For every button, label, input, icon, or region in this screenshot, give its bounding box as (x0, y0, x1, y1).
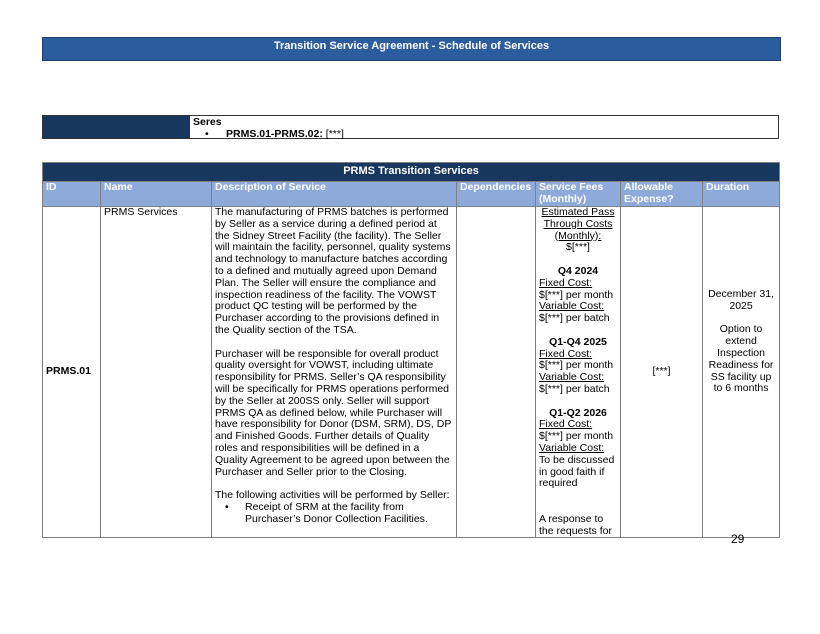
seres-bullet (193, 128, 778, 140)
seres-bullet-id: PRMS.01-PRMS.02: (226, 128, 323, 140)
variable-cost-label: Variable Cost: (539, 300, 605, 313)
table-header-row (43, 182, 780, 207)
column-header: ID (43, 182, 101, 207)
column-header: Allowable Expense? (621, 182, 703, 207)
period-heading: Q4 2024 (557, 264, 599, 277)
description-paragraph: The following activities will be performed by Seller: (215, 489, 450, 502)
service-name: PRMS Services (101, 207, 212, 538)
estimated-cost-label: Estimated Pass Through Costs (Monthly): (541, 206, 615, 242)
description-paragraph: Purchaser will be responsible for overall product quality oversight for VOWST, including ultimate responsibility for PRMS. Seller’s QA responsibility will be specifically for PRMS operations performed by the Seller at 200SS only. Seller will support PRMS QA as defined below, while Purchaser will have responsibility for Donor (DSM, SRM), DS, DP and Finished Goods. Further details of Quality roles and responsibilities will be defined in a Quality Agreement to be agreed upon between the Purchaser and Seller prior to the Closing. (215, 347, 452, 478)
fixed-cost-value: $[***] per month (539, 430, 614, 443)
list-item: • Receipt of SRM at the facility from Purchaser’s Donor Collection Facilities. (245, 502, 453, 526)
response-text: A response to the requests for (539, 512, 612, 537)
period-heading: Q1-Q2 2026 (549, 406, 607, 419)
column-header: Dependencies (457, 182, 536, 207)
service-id: PRMS.01 (43, 207, 101, 538)
table-row (43, 207, 780, 538)
fixed-cost-value: $[***] per month (539, 288, 614, 301)
variable-cost-value: To be discussed in good faith if required (539, 453, 615, 490)
estimated-cost-value: $[***] (566, 241, 590, 254)
column-header: Duration (703, 182, 780, 207)
seres-bullet-value: [***] (325, 128, 344, 140)
schedule-banner (42, 37, 781, 61)
seres-content (190, 116, 778, 138)
column-header: Name (101, 182, 212, 207)
service-fees (536, 207, 621, 538)
variable-cost-value: $[***] per batch (539, 382, 610, 395)
service-dependencies (457, 207, 536, 538)
variable-cost-label: Variable Cost: (539, 441, 605, 454)
period-heading: Q1-Q4 2025 (549, 335, 607, 348)
variable-cost-label: Variable Cost: (539, 371, 605, 384)
variable-cost-value: $[***] per batch (539, 312, 610, 325)
activities-list (215, 502, 453, 526)
description-paragraph: The manufacturing of PRMS batches is performed by Seller as a service during a defined period at the Sidney Street Facility (the facility). The Seller will maintain the facility, personnel, quality systems and technology to manufacture batches according to a defined and mutually agreed upon Demand Plan. The Seller will ensure the compliance and inspection readiness of the facility. The VOWST product QC testing will be performed by the Purchaser according to the provisions defined in the Quality section of the TSA. (215, 206, 451, 336)
service-duration (703, 207, 780, 538)
service-description (212, 207, 457, 538)
seres-box (42, 115, 779, 139)
bullet-glyph: • (205, 128, 209, 140)
table-title: PRMS Transition Services (43, 163, 780, 182)
services-table (42, 162, 780, 538)
banner-title: Transition Service Agreement - Schedule of Services (273, 40, 550, 52)
seres-title: Seres (193, 116, 222, 128)
duration-option: Option to extend Inspection Readiness for SS facility up to 6 months (708, 323, 774, 395)
column-header: Description of Service (212, 182, 457, 207)
fixed-cost-label: Fixed Cost: (539, 418, 593, 431)
page-number: 29 (731, 532, 745, 546)
column-header: Service Fees (Monthly) (536, 182, 621, 207)
fixed-cost-label: Fixed Cost: (539, 276, 593, 289)
fixed-cost-label: Fixed Cost: (539, 347, 593, 360)
fixed-cost-value: $[***] per month (539, 359, 614, 372)
seres-label-cell (43, 116, 190, 138)
duration-date: December 31, 2025 (708, 288, 775, 312)
allowable-expense: [***] (621, 207, 703, 538)
